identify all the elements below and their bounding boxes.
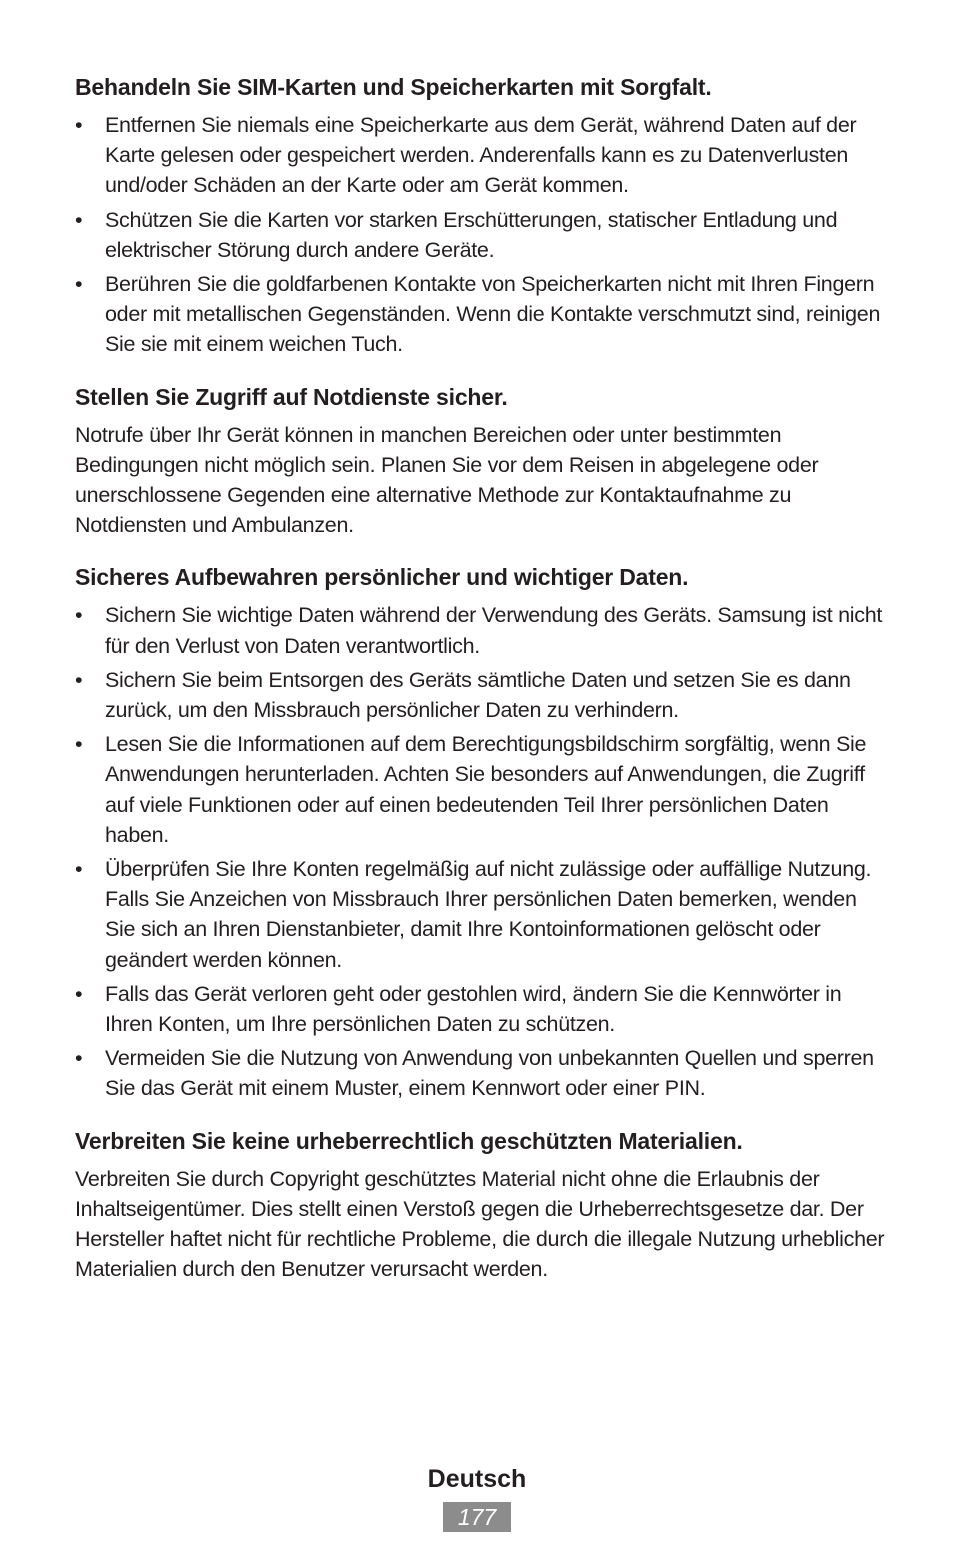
list-item-text: Entfernen Sie niemals eine Speicherkarte aus dem Gerät, während Daten auf der Karte gelesen oder gespeichert werden. Anderenfalls kann es zu Datenverlusten und/oder Schäden an der Karte oder am Gerät kommen. [105, 113, 857, 198]
bullet-icon: • [75, 207, 83, 232]
bullet-list [75, 110, 885, 360]
list-item-text: Überprüfen Sie Ihre Konten regelmäßig auf nicht zulässige oder auffällige Nutzung. Falls Sie Anzeichen von Missbrauch Ihrer persönlichen Daten bemerken, wenden Sie sich an Ihren Dienstanbieter, damit Ihre Kontoinformationen gelöscht oder geändert werden können. [105, 857, 872, 972]
list-item [75, 729, 885, 850]
list-item-text: Lesen Sie die Informationen auf dem Berechtigungsbildschirm sorgfältig, wenn Sie Anwendungen herunterladen. Achten Sie besonders auf Anwendungen, die Zugriff auf viele Funktionen oder auf einen bedeutenden Teil Ihrer persönlichen Daten haben. [105, 732, 867, 847]
section-personal-data [75, 562, 885, 1103]
list-item-text: Sichern Sie beim Entsorgen des Geräts sämtliche Daten und setzen Sie es dann zurück, um den Missbrauch persönlicher Daten zu verhindern. [105, 667, 851, 723]
list-item-text: Falls das Gerät verloren geht oder gestohlen wird, ändern Sie die Kennwörter in Ihren Konten, um Ihre persönlichen Daten zu schützen. [105, 981, 842, 1037]
section-heading: Behandeln Sie SIM-Karten und Speicherkarten mit Sorgfalt. [75, 74, 712, 100]
list-item [75, 110, 885, 201]
list-item [75, 854, 885, 975]
section-paragraph: Verbreiten Sie durch Copyright geschütztes Material nicht ohne die Erlaubnis der Inhaltseigentümer. Dies stellt einen Verstoß gegen die Urheberrechtsgesetze dar. Der Hersteller haftet nicht für rechtliche Probleme, die durch die illegale Nutzung urheblicher Materialien durch den Benutzer verursacht werden. [75, 1166, 885, 1282]
bullet-list [75, 600, 885, 1103]
list-item-text: Sichern Sie wichtige Daten während der Verwendung des Geräts. Samsung ist nicht für den Verlust von Daten verantwortlich. [105, 603, 883, 658]
bullet-icon: • [75, 981, 83, 1006]
page-number: 177 [443, 1502, 511, 1532]
bullet-icon: • [75, 272, 83, 297]
section-heading: Stellen Sie Zugriff auf Notdienste sicher. [75, 383, 508, 410]
section-heading: Verbreiten Sie keine urheberrechtlich geschützten Materialien. [75, 1127, 743, 1154]
list-item-text: Vermeiden Sie die Nutzung von Anwendung von unbekannten Quellen und sperren Sie das Gerät mit einem Muster, einem Kennwort oder einer PIN. [105, 1046, 874, 1101]
page-footer [0, 1462, 954, 1532]
section-paragraph: Notrufe über Ihr Gerät können in manchen Bereichen oder unter bestimmten Bedingungen nicht möglich sein. Planen Sie vor dem Reisen in abgelegene oder unerschlossene Gegenden eine alternative Methode zur Kontaktaufnahme zu Notdiensten und Ambulanzen. [75, 422, 819, 538]
bullet-icon: • [75, 1046, 83, 1071]
list-item-text: Schützen Sie die Karten vor starken Erschütterungen, statischer Entladung und elektrischer Störung durch andere Geräte. [105, 207, 838, 262]
footer-language: Deutsch [427, 1465, 527, 1493]
list-item [75, 269, 885, 360]
section-emergency [75, 382, 885, 541]
bullet-icon: • [75, 857, 83, 882]
bullet-icon: • [75, 603, 83, 628]
list-item-text: Berühren Sie die goldfarbenen Kontakte von Speicherkarten nicht mit Ihren Fingern oder mit metallischen Gegenständen. Wenn die Kontakte verschmutzt sind, reinigen Sie sie mit einem weichen Tuch. [105, 272, 881, 357]
bullet-icon: • [75, 667, 83, 692]
section-copyright [75, 1126, 885, 1285]
page-content [75, 72, 885, 1307]
section-sim-cards [75, 72, 885, 360]
list-item [75, 665, 885, 725]
bullet-icon: • [75, 113, 83, 137]
list-item [75, 600, 885, 660]
list-item [75, 205, 885, 265]
bullet-icon: • [75, 732, 83, 757]
list-item [75, 979, 885, 1039]
list-item [75, 1043, 885, 1103]
section-heading: Sicheres Aufbewahren persönlicher und wichtiger Daten. [75, 564, 689, 591]
